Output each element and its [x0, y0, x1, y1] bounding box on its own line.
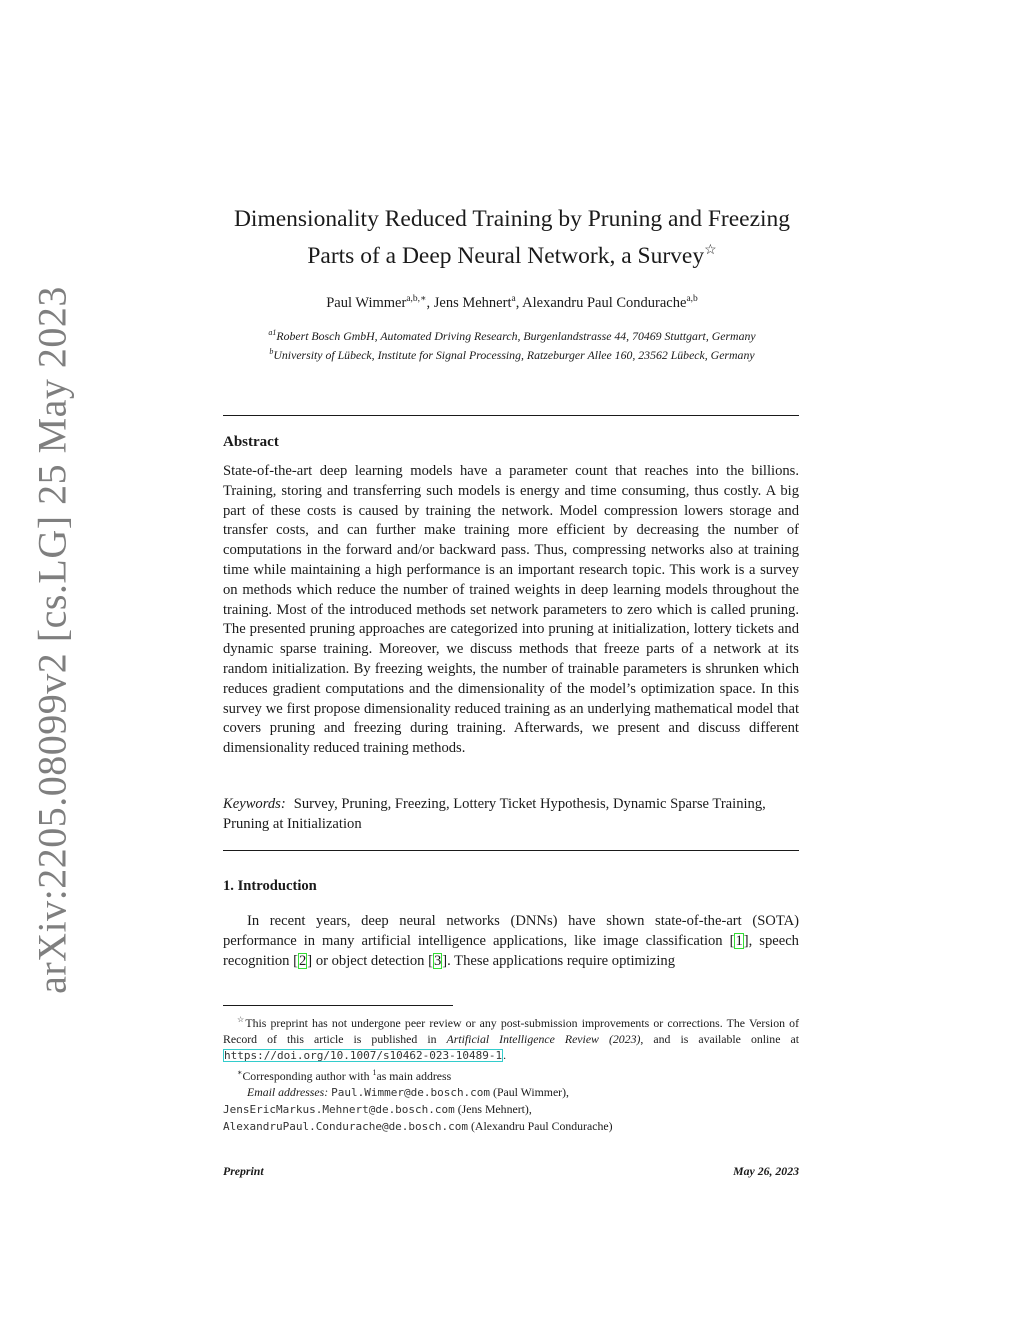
- author-name: Alexandru Paul Condurache: [522, 294, 687, 311]
- author-affiliation-mark[interactable]: a,b,∗: [406, 294, 427, 304]
- citation-link-2[interactable]: 2: [299, 952, 307, 969]
- email-link[interactable]: JensEricMarkus.Mehnert@de.bosch.com: [223, 1102, 455, 1116]
- intro-text: , speech recognition: [223, 932, 799, 969]
- footnote-corresponding-author: [223, 1065, 799, 1084]
- affiliation-item: [200, 344, 824, 363]
- introduction-paragraph: In recent years, deep neural networks (DNNs) have shown state-of-the-art (SOTA) performance in many artificial intelligence applications, like image classification [1], speech recognition [2] or object detection [3]. These applications require optimizing: [223, 913, 799, 969]
- footer-date: May 26, 2023: [733, 1164, 799, 1178]
- footnote-email-addresses: [223, 1084, 799, 1136]
- author-separator: ,: [515, 294, 523, 311]
- abstract-top-rule: [223, 415, 799, 416]
- footnote-address-mark: 1: [372, 1067, 377, 1077]
- author-list: [200, 289, 824, 313]
- footnotes: [223, 1012, 799, 1135]
- email-owner: (Jens Mehnert),: [457, 1101, 532, 1116]
- citation-link-3[interactable]: 3: [433, 952, 442, 969]
- email-label: Email addresses:: [247, 1084, 329, 1099]
- email-line: [223, 1118, 799, 1135]
- intro-text: . These applications require optimizing: [447, 952, 676, 969]
- author-name: Jens Mehnert: [433, 294, 512, 311]
- abstract-heading: Abstract: [223, 434, 279, 450]
- author-affiliation-mark[interactable]: a,b: [686, 294, 698, 304]
- email-link[interactable]: Paul.Wimmer@de.bosch.com: [331, 1085, 491, 1099]
- title-line-2: Parts of a Deep Neural Network, a Survey: [307, 242, 705, 269]
- abstract-bottom-rule: [223, 850, 799, 851]
- journal-name: Artificial Intelligence Review (2023): [446, 1032, 641, 1047]
- email-line: [223, 1084, 799, 1101]
- citation-link-1[interactable]: 1: [735, 932, 743, 949]
- affiliation-mark: b: [269, 346, 274, 356]
- doi-link[interactable]: https://doi.org/10.1007/s10462-023-10489-1: [224, 1049, 503, 1063]
- email-owner: (Alexandru Paul Condurache): [471, 1119, 613, 1134]
- affiliation-mark: a1: [268, 328, 277, 337]
- affiliation-text: University of Lübeck, Institute for Signal Processing, Ratzeburger Allee 160, 23562 Lübeck, Germany: [273, 347, 755, 362]
- arxiv-identifier-stamp: arXiv:2205.08099v2 [cs.LG] 25 May 2023: [29, 286, 75, 994]
- footnote-text: .: [503, 1048, 507, 1063]
- affiliation-item: [200, 325, 824, 344]
- footnote-preprint-notice: [223, 1012, 799, 1065]
- title-star-footnote-mark[interactable]: ☆: [704, 243, 717, 258]
- intro-text: or object detection: [312, 952, 429, 969]
- email-line: [223, 1101, 799, 1118]
- paper-title: [200, 204, 824, 272]
- keywords-label: Keywords:: [223, 796, 286, 812]
- footnote-star-mark: ☆: [237, 1015, 246, 1024]
- author-separator: ,: [426, 294, 434, 311]
- affiliation-text: Robert Bosch GmbH, Automated Driving Research, Burgenlandstrasse 44, 70469 Stuttgart, Germany: [276, 328, 756, 343]
- title-line-1: Dimensionality Reduced Training by Pruning and Freezing: [233, 206, 791, 232]
- keywords-text: Survey, Pruning, Freezing, Lottery Ticket Hypothesis, Dynamic Sparse Training, Pruning at Initialization: [223, 796, 766, 832]
- keywords: [223, 795, 799, 835]
- affiliation-list: [200, 325, 824, 363]
- section-heading-introduction: 1. Introduction: [223, 878, 317, 894]
- email-link[interactable]: AlexandruPaul.Condurache@de.bosch.com: [223, 1120, 469, 1134]
- footnote-corresponding-mark: ∗: [237, 1067, 243, 1077]
- footnote-text: , and is available online at: [640, 1032, 799, 1047]
- footnote-text: Corresponding author with: [242, 1068, 373, 1083]
- intro-text: In recent years, deep neural networks (DNNs) have shown state-of-the-art (SOTA) performance in many artificial intelligence applications, like image classification: [223, 913, 799, 949]
- abstract-text: State-of-the-art deep learning models have a parameter count that reaches into the billions. Training, storing and transferring such models is energy and time consuming, thus costly. A big part of these costs is caused by training the network. Model compression lowers storage and transfer costs, and can further make training more efficient by decreasing the number of computations in the forward and/or backward pass. Thus, compressing networks also at training time while maintaining a high performance is an important research topic. This work is a survey on methods which reduce the number of trained weights in deep learning models throughout the training. Most of the introduced methods set network parameters to zero which is called pruning. The presented pruning approaches are categorized into pruning at initialization, lottery tickets and dynamic sparse training. Moreover, we discuss methods that freeze parts of a network at its random initialization. By freezing weights, the number of trainable parameters is shrunken which reduces gradient computations and the dimensionality of the model’s optimization space. In this survey we first propose dimensionality reduced training as an underlying mathematical model that covers pruning and freezing during training. Afterwards, we present and discuss different dimensionality reduced training methods.: [223, 463, 799, 757]
- author-affiliation-mark[interactable]: a: [511, 294, 516, 304]
- email-owner: (Paul Wimmer),: [493, 1084, 569, 1099]
- footer-preprint-label: Preprint: [223, 1164, 264, 1178]
- footnote-text: as main address: [376, 1068, 452, 1083]
- author-name: Paul Wimmer: [326, 294, 407, 311]
- footnote-text: This preprint has not undergone peer review or any post-submission improvements or corrections. The Version of Record of this article is published in: [223, 1015, 799, 1047]
- footnote-rule: [223, 1005, 453, 1006]
